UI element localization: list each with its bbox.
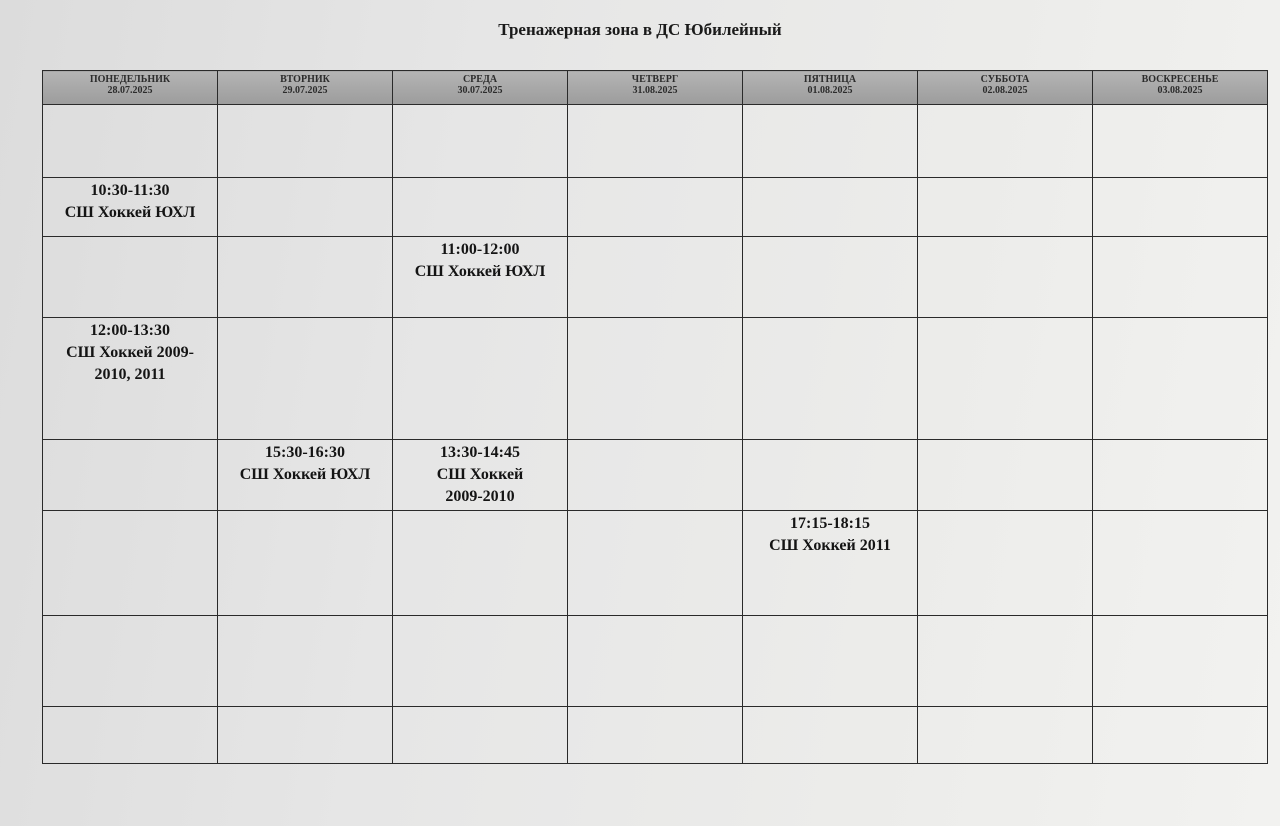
day-name: ВТОРНИК (280, 74, 330, 85)
session-time: 17:15-18:15 (790, 514, 870, 532)
day-date: 29.07.2025 (282, 85, 328, 96)
schedule-cell (393, 510, 568, 615)
schedule-cell (1093, 510, 1268, 615)
schedule-cell (393, 707, 568, 764)
schedule-cell (43, 707, 218, 764)
schedule-cell (43, 510, 218, 615)
schedule-cell (218, 510, 393, 615)
day-header-saturday (918, 71, 1093, 105)
schedule-cell (1093, 317, 1268, 439)
day-date: 31.08.2025 (632, 85, 678, 96)
schedule-table (42, 70, 1268, 764)
schedule-cell (743, 317, 918, 439)
day-date: 02.08.2025 (982, 85, 1028, 96)
schedule-cell (568, 510, 743, 615)
schedule-cell (918, 236, 1093, 317)
schedule-cell (43, 615, 218, 706)
session-cell (393, 439, 568, 510)
day-header-wednesday (393, 71, 568, 105)
session-group: СШ Хоккей ЮХЛ (64, 203, 196, 221)
session-cell (43, 177, 218, 236)
schedule-cell (393, 105, 568, 178)
schedule-cell (1093, 177, 1268, 236)
day-name: ПОНЕДЕЛЬНИК (89, 74, 171, 85)
schedule-cell (218, 707, 393, 764)
day-name: ВОСКРЕСЕНЬЕ (1141, 74, 1219, 85)
session-group: СШ Хоккей ЮХЛ (239, 465, 371, 483)
session-time: 12:00-13:30 (90, 321, 170, 339)
schedule-cell (568, 615, 743, 706)
day-date: 03.08.2025 (1157, 85, 1203, 96)
day-header-thursday (568, 71, 743, 105)
schedule-cell (1093, 615, 1268, 706)
schedule-cell (218, 317, 393, 439)
table-row (43, 439, 1268, 510)
table-row (43, 105, 1268, 178)
day-name: СРЕДА (462, 74, 498, 85)
schedule-cell (743, 439, 918, 510)
schedule-cell (1093, 105, 1268, 178)
session-group: СШ Хоккей 2011 (769, 536, 891, 554)
schedule-cell (918, 317, 1093, 439)
schedule-cell (743, 707, 918, 764)
table-row (43, 510, 1268, 615)
day-name: ПЯТНИЦА (803, 74, 857, 85)
table-row (43, 236, 1268, 317)
schedule-cell (218, 615, 393, 706)
schedule-cell (568, 105, 743, 178)
schedule-cell (218, 105, 393, 178)
session-time: 11:00-12:00 (440, 240, 520, 258)
session-group: СШ Хоккей (436, 465, 524, 483)
schedule-cell (568, 236, 743, 317)
session-cell (393, 236, 568, 317)
schedule-cell (393, 177, 568, 236)
session-cell (743, 510, 918, 615)
schedule-cell (218, 236, 393, 317)
schedule-cell (43, 236, 218, 317)
session-group-continued: 2010, 2011 (94, 365, 166, 383)
page-title: Тренажерная зона в ДС Юбилейный (498, 20, 782, 39)
schedule-cell (918, 177, 1093, 236)
session-cell (218, 439, 393, 510)
table-row (43, 177, 1268, 236)
schedule-cell (743, 105, 918, 178)
table-row (43, 707, 1268, 764)
session-group: СШ Хоккей ЮХЛ (414, 262, 546, 280)
day-name: ЧЕТВЕРГ (631, 74, 679, 85)
day-date: 01.08.2025 (807, 85, 853, 96)
schedule-cell (568, 317, 743, 439)
day-date: 28.07.2025 (107, 85, 153, 96)
day-header-sunday (1093, 71, 1268, 105)
schedule-cell (918, 439, 1093, 510)
schedule-cell (43, 105, 218, 178)
day-header-friday (743, 71, 918, 105)
schedule-cell (918, 510, 1093, 615)
session-cell (43, 317, 218, 439)
day-date: 30.07.2025 (457, 85, 503, 96)
schedule-cell (393, 615, 568, 706)
session-group: СШ Хоккей 2009- (66, 343, 194, 361)
session-group-continued: 2009-2010 (445, 487, 515, 505)
session-time: 13:30-14:45 (440, 443, 520, 461)
schedule-cell (1093, 236, 1268, 317)
schedule-cell (743, 236, 918, 317)
schedule-cell (43, 439, 218, 510)
schedule-cell (393, 317, 568, 439)
schedule-cell (568, 177, 743, 236)
table-row (43, 615, 1268, 706)
day-header-monday (43, 71, 218, 105)
day-name: СУББОТА (980, 74, 1030, 85)
schedule-cell (918, 707, 1093, 764)
schedule-cell (743, 177, 918, 236)
schedule-cell (743, 615, 918, 706)
session-time: 10:30-11:30 (90, 181, 170, 199)
schedule-cell (1093, 707, 1268, 764)
schedule-cell (918, 615, 1093, 706)
schedule-cell (218, 177, 393, 236)
table-row (43, 317, 1268, 439)
schedule-cell (918, 105, 1093, 178)
schedule-cell (1093, 439, 1268, 510)
schedule-cell (568, 707, 743, 764)
session-time: 15:30-16:30 (265, 443, 345, 461)
header-row (43, 71, 1268, 105)
day-header-tuesday (218, 71, 393, 105)
schedule-cell (568, 439, 743, 510)
